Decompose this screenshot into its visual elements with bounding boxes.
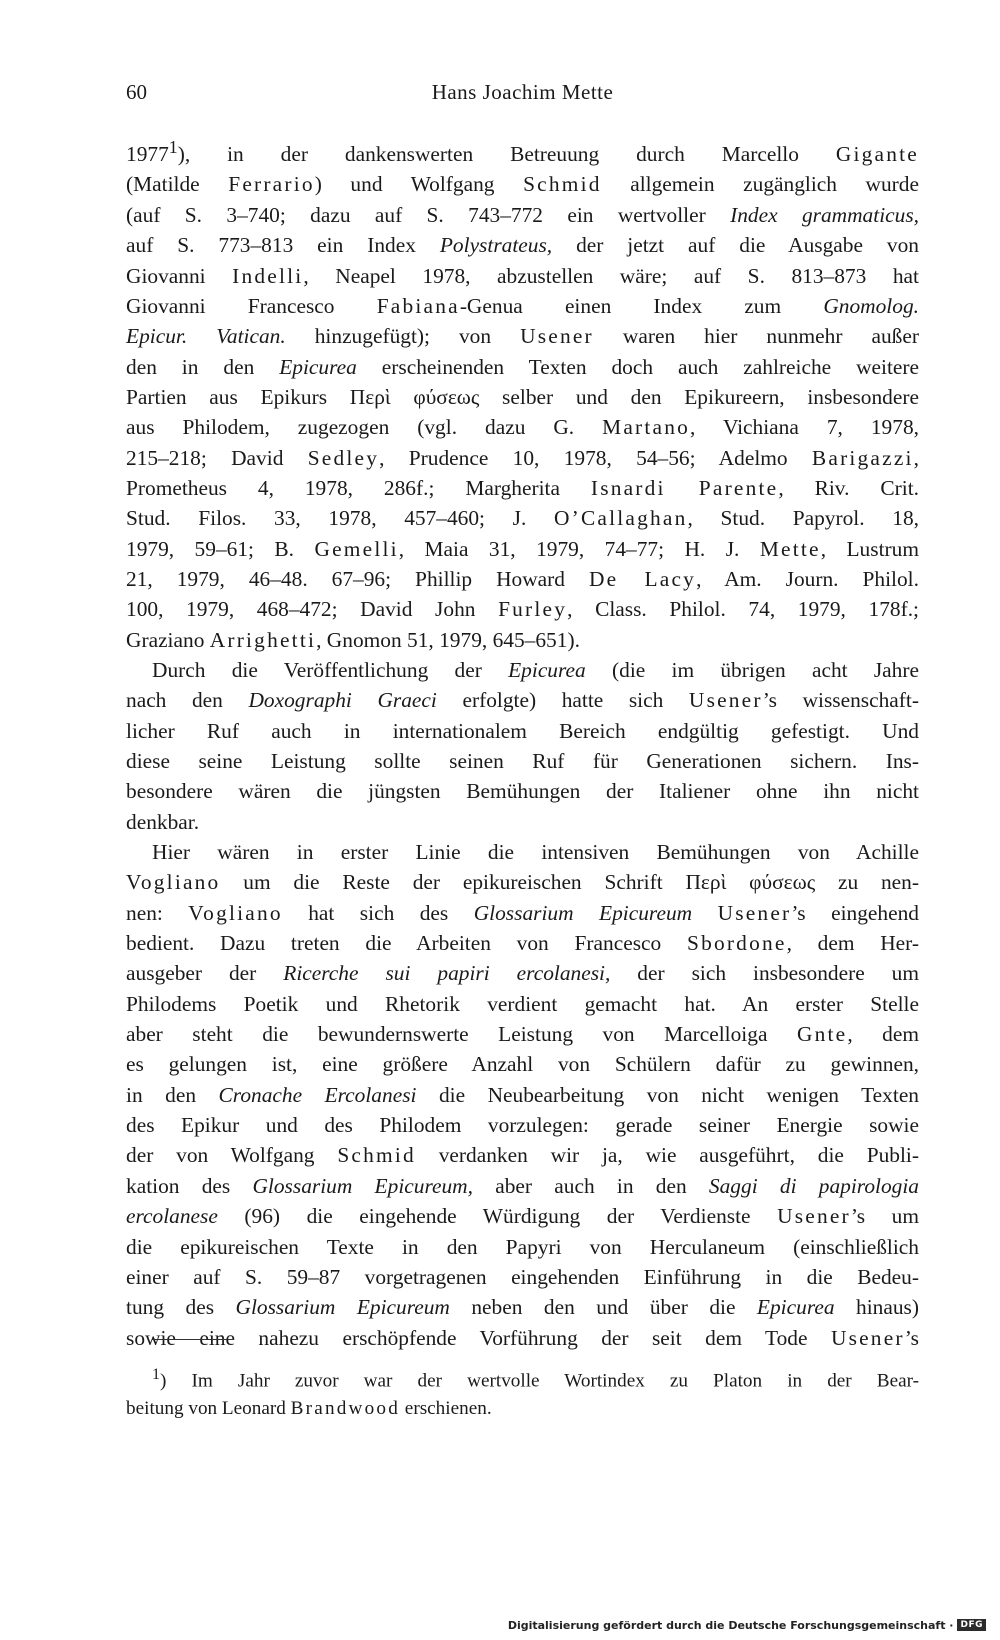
paragraph-2 [126,655,919,837]
footnote-divider [152,1339,227,1340]
footnote [126,1361,919,1423]
text-line: ercolanese (96) die eingehende Würdigung der Verdienste Usener’s um [126,1204,919,1229]
text-line: einer auf S. 59–87 vorgetragenen eingehenden Einführung in die Bedeu- [126,1264,919,1289]
footnote-number: 1 [152,1366,160,1383]
text-line: 1979, 59–61; B. Gemelli, Maia 31, 1979, 74–77; H. J. Mette, Lustrum [126,536,919,561]
text-line: licher Ruf auch in internationalem Bereich endgültig gefestigt. Und [126,718,919,743]
text-line: des Epikur und des Philodem vorzulegen: gerade seiner Energie sowie [126,1113,919,1138]
text-line: (Matilde Ferrario) und Wolfgang Schmid allgemein zugänglich wurde [126,172,919,197]
text-line: es gelungen ist, eine größere Anzahl von Schülern dafür zu gewinnen, [126,1052,919,1077]
text-line: den in den Epicurea erscheinenden Texten doch auch zahlreiche weitere [126,354,920,379]
text-line: Giovanni Francesco Fabiana-Genua einen Index zum Gnomolog. [126,293,919,318]
text-line: Partien aus Epikurs Περὶ φύσεως selber und den Epikureern, insbesondere [126,384,919,409]
text-line: Stud. Filos. 33, 1978, 457–460; J. O’Callaghan, Stud. Papyrol. 18, [126,506,919,531]
text-line: Philodems Poetik und Rhetorik verdient gemacht hat. An erster Stelle [126,991,919,1016]
running-head: Hans Joachim Mette [431,80,614,104]
text-line: 21, 1979, 46–48. 67–96; Phillip Howard De Lacy, Am. Journ. Philol. [126,566,919,591]
dfg-logo-icon: DFG [957,1619,986,1631]
text-line: sowie eine nahezu erschöpfende Vorführung der seit dem Tode Usener’s [126,1325,919,1350]
text-line: der von Wolfgang Schmid verdanken wir ja, wie ausgeführt, die Publi- [126,1143,919,1168]
page-header [126,76,919,108]
text-line: Graziano Arrighetti, Gnomon 51, 1979, 645–651). [126,627,580,652]
text-line: aus Philodem, zugezogen (vgl. dazu G. Martano, Vichiana 7, 1978, [126,415,919,440]
text-line: besondere wären die jüngsten Bemühungen der Italiener ohne ihn nicht [126,779,919,804]
text-line: Epicur. Vatican. hinzugefügt); von Usener waren hier nunmehr außer [126,324,919,349]
text-line: 1977$^1$), in der dankenswerten Betreuung durch Marcello Gigante [126,137,919,167]
text-line: Vogliano um die Reste der epikureischen Schrift Περὶ φύσεως zu nen- [126,870,919,895]
text-line: kation des Glossarium Epicureum, aber auch in den Saggi di papirologia [126,1173,919,1198]
text-line: Prometheus 4, 1978, 286f.; Margherita Isnardi Parente, Riv. Crit. [126,475,919,500]
text-line: Hier wären in erster Linie die intensiven Bemühungen von Achille [152,840,919,865]
text-line: nach den Doxographi Graeci erfolgte) hatte sich Usener’s wissenschaft- [126,688,919,713]
footnote-marker: 1 [168,137,178,157]
text-line: bedient. Dazu treten die Arbeiten von Francesco Sbordone, dem Her- [126,931,919,956]
main-text [126,132,919,1353]
text-line: (auf S. 3–740; dazu auf S. 743–772 ein wertvoller Index grammaticus, [126,202,919,227]
text-line: auf S. 773–813 ein Index Polystrateus, der jetzt auf die Ausgabe von [126,233,919,258]
text-line: tung des Glossarium Epicureum neben den und über die Epicurea hinaus) [126,1295,919,1320]
paragraph-3 [126,837,919,1353]
text-line: in den Cronache Ercolanesi die Neubearbeitung von nicht wenigen Texten [126,1082,920,1107]
text-line: die epikureischen Texte in den Papyri von Herculaneum (einschließlich [126,1234,919,1259]
text-line: 215–218; David Sedley, Prudence 10, 1978, 54–56; Adelmo Barigazzi, [126,445,920,470]
footnote-line: $^1$) Im Jahr zuvor war der wertvolle Wortindex zu Platon in der Bear- [152,1366,919,1392]
credit-text: Digitalisierung gefördert durch die Deutsche Forschungsgemeinschaft · [507,1618,954,1632]
text-line: diese seine Leistung sollte seinen Ruf für Generationen sichern. Ins- [126,749,919,773]
text-line: ausgeber der Ricerche sui papiri ercolanesi, der sich insbesondere um [126,961,919,986]
page-number: 60 [126,80,147,104]
paragraph-1 [126,132,919,655]
text-line: denkbar. [126,809,200,834]
text-line: Durch die Veröffentlichung der Epicurea (die im übrigen acht Jahre [152,657,919,682]
text-line: Giovanni Indelli, Neapel 1978, abzustellen wäre; auf S. 813–873 hat [126,263,919,288]
digitization-credit [508,1617,986,1633]
text-line: aber steht die bewundernswerte Leistung von Marcelloiga Gnte, dem [126,1022,919,1047]
footnote-line: beitung von Leonard Brandwood erschienen. [126,1398,492,1420]
text-line: 100, 1979, 468–472; David John Furley, Class. Philol. 74, 1979, 178f.; [126,597,920,622]
text-line: nen: Vogliano hat sich des Glossarium Epicureum Usener’s eingehend [126,900,919,925]
